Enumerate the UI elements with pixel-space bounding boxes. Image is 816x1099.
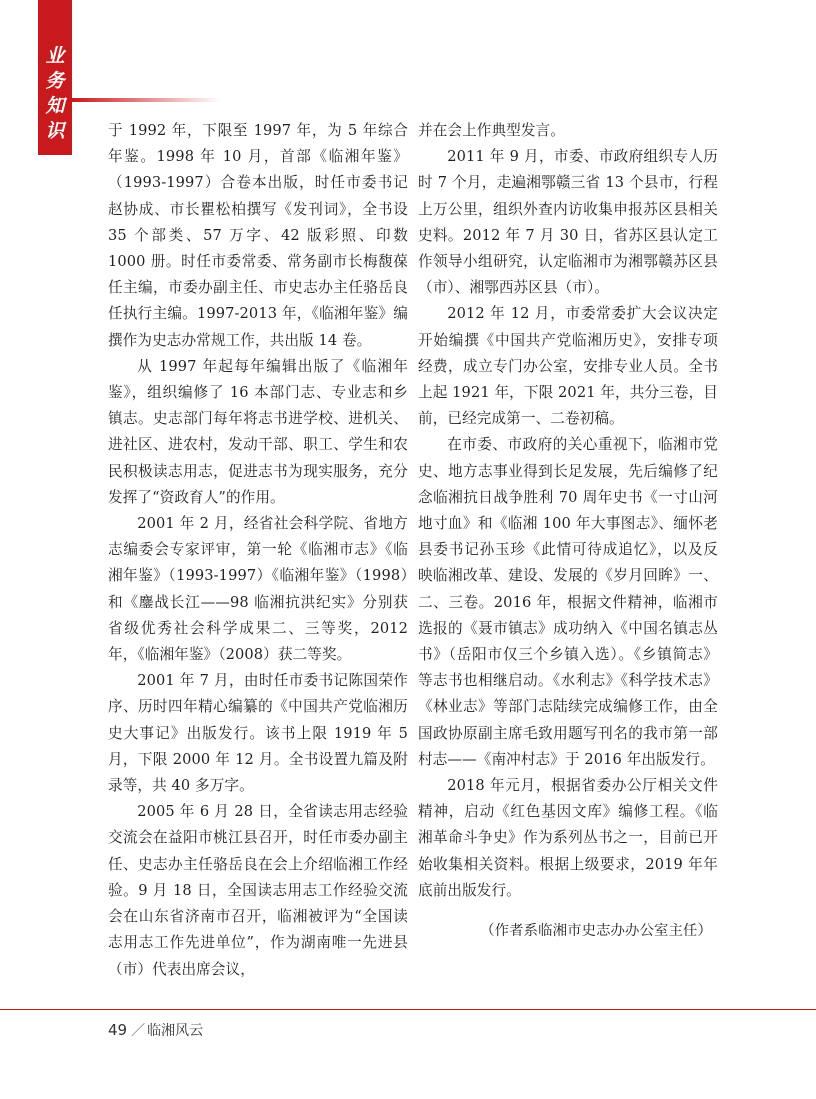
paragraph: 并在会上作典型发言。 — [418, 122, 565, 139]
magazine-name: 临湘风云 — [147, 1023, 204, 1039]
paragraph: 于 1992 年，下限至 1997 年，为 5 年综合年鉴。1998 年 10 月，首部《临湘年鉴》（1993-1997）合卷本出版，时任市委书记赵协成、市长瞿松柏撰写《发刊词》，全书设 35 个部类、57 万字、42 版彩照、印数 1000 册。时任市委常委、常务副市长梅馥葆任主编，市委办副主任、市史志办主任骆岳良任执行主编。1997-2013 年，《临湘年鉴》编撰作为史志办常规工作，共出版 14 卷。 — [108, 122, 408, 349]
footer-rule — [0, 1009, 816, 1010]
section-label-char: 业 — [45, 45, 65, 67]
paragraph: 2018 年元月，根据省委办公厅相关文件精神，启动《红色基因文库》编修工程。《临湘革命斗争史》作为系列丛书之一，目前已开始收集相关资料。根据上级要求，2019 年年底前出版发行。 — [418, 777, 718, 899]
paragraph: 2005 年 6 月 28 日，全省读志用志经验交流会在益阳市桃江县召开，时任市委办副主任、史志办主任骆岳良在会上介绍临湘工作经验。9 月 18 日，全国读志用志工作经验交流会在山东省济南市召开，临湘被评为“全国读志用志工作先进单位”，作为湖南唯一先进县（市）代表出席会议， — [108, 803, 408, 978]
header-rule — [72, 98, 220, 102]
footer-separator: ／ — [131, 1023, 146, 1039]
page-footer — [108, 1020, 203, 1040]
section-tab — [38, 0, 72, 155]
paragraph: 2001 年 7 月，由时任市委书记陈国荣作序、历时四年精心编纂的《中国共产党临湘历史大事记》出版发行。该书上限 1919 年 5 月，下限 2000 年 12 月。全书设置九篇及附录等，共 40 多万字。 — [108, 672, 408, 795]
section-label-char: 务 — [45, 70, 65, 92]
paragraph: 2012 年 12 月，市委常委扩大会议决定开始编撰《中国共产党临湘历史》，安排专项经费，成立专门办公室，安排专业人员。全书上起 1921 年，下限 2021 年，共分三卷，目前，已经完成第一、二卷初稿。 — [418, 305, 718, 428]
paragraph: 2001 年 2 月，经省社会科学院、省地方志编委会专家评审，第一轮《临湘市志》《临湘年鉴》（1993-1997）《临湘年鉴》（1998）和《鏖战长江——98 临湘抗洪纪实》分别获省级优秀社会科学成果二、三等奖，2012 年，《临湘年鉴》（2008）获二等奖。 — [108, 515, 408, 664]
author-signature: （作者系临湘市史志办办公室主任） — [480, 923, 712, 940]
paragraph: 在市委、市政府的关心重视下，临湘市党史、地方志事业得到长足发展，先后编修了纪念临湘抗日战争胜利 70 周年史书《一寸山河地寸血》和《临湘 100 年大事图志》、缅怀老县委书记孙玉珍《此情可待成追忆》，以及反映临湘改革、建设、发展的《岁月回眸》一、二、三卷。2016 年，根据文件精神，临湘市选报的《聂市镇志》成功纳入《中国名镇志丛书》（岳阳市仅三个乡镇入选）。《乡镇简志》等志书也相继启动。《水利志》《科学技术志》《林业志》等部门志陆续完成编修工作，由全国政协原副主席毛致用题写刊名的我市第一部村志——《南冲村志》于 2016 年出版发行。 — [418, 436, 718, 768]
right-column — [418, 118, 718, 944]
page-number: 49 — [108, 1021, 128, 1039]
left-column — [108, 118, 408, 983]
section-label-char: 识 — [45, 120, 65, 142]
section-label-char: 知 — [45, 95, 65, 117]
paragraph: 2011 年 9 月，市委、市政府组织专人历时 7 个月，走遍湘鄂赣三省 13 个县市，行程上万公里，组织外查内访收集申报苏区县相关史料。2012 年 7 月 30 日，省苏区县认定工作领导小组研究，认定临湘市为湘鄂赣苏区县（市）、湘鄂西苏区县（市）。 — [418, 148, 718, 297]
section-label — [38, 44, 72, 144]
paragraph: 从 1997 年起每年编辑出版了《临湘年鉴》，组织编修了 16 本部门志、专业志和乡镇志。史志部门每年将志书进学校、进机关、进社区、进农村，发动干部、职工、学生和农民积极读志用志，促进志书为现实服务，充分发挥了“资政育人”的作用。 — [108, 357, 408, 506]
